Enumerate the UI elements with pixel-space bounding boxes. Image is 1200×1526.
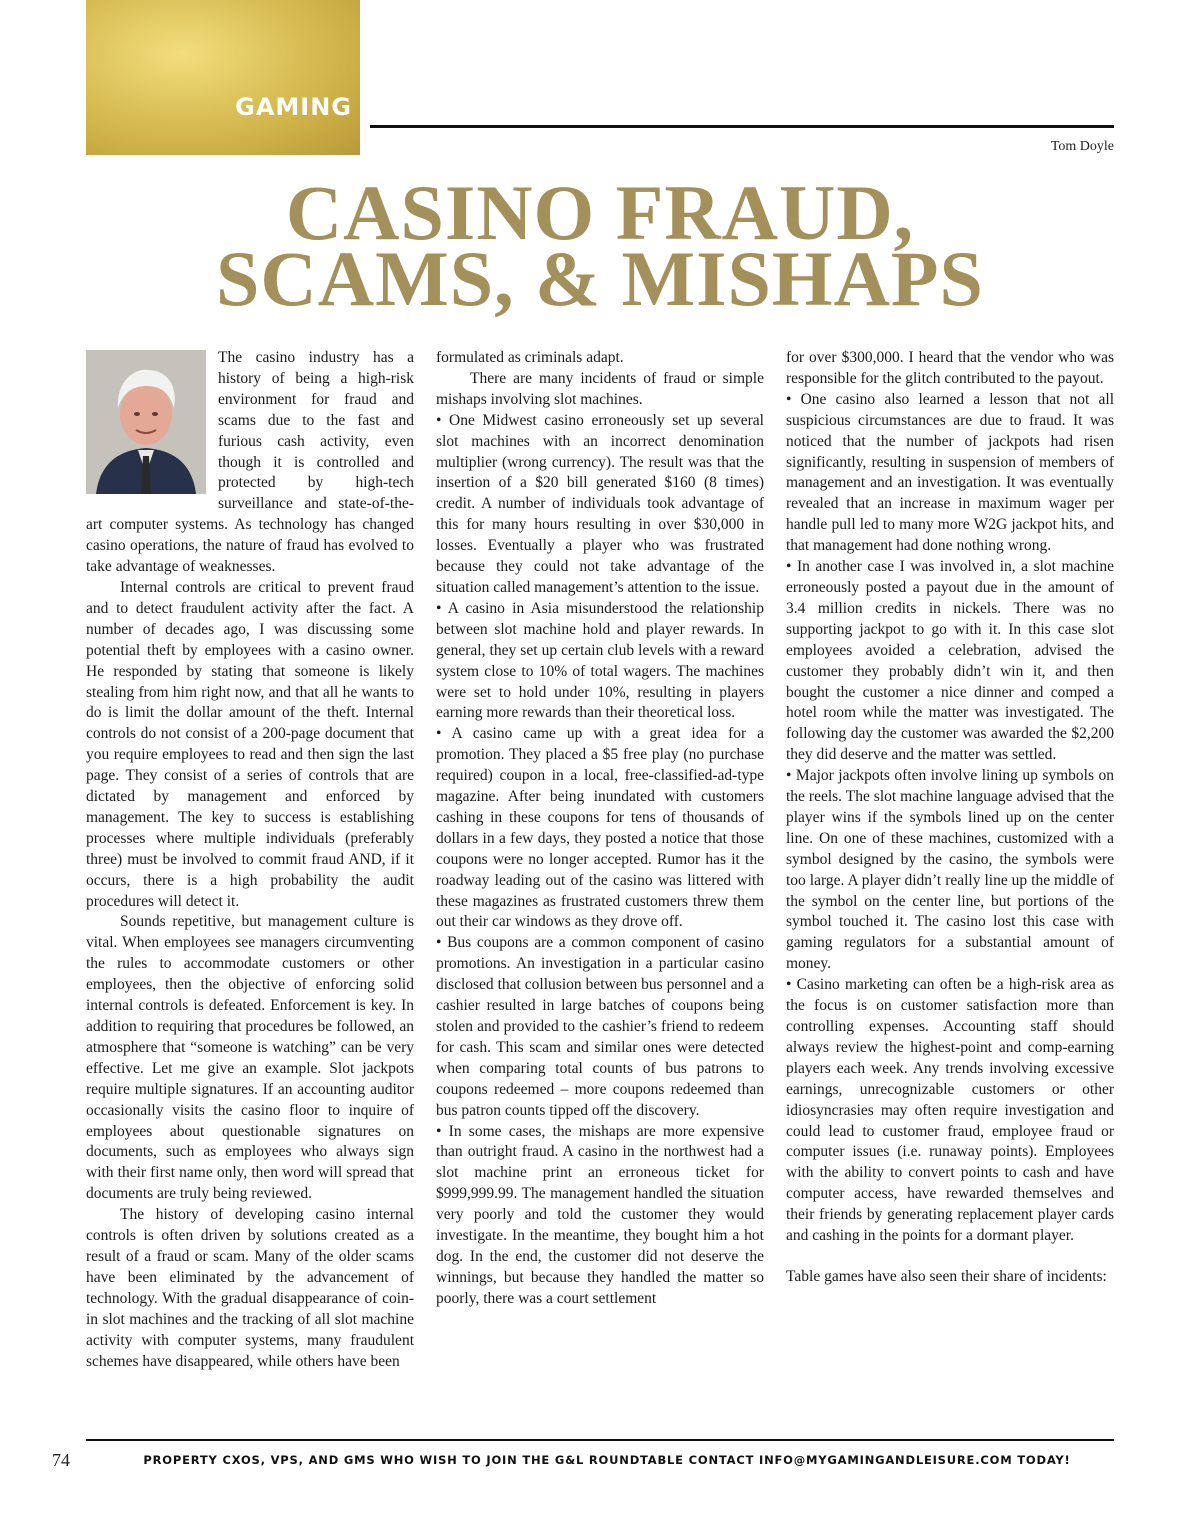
author-byline: Tom Doyle <box>1050 139 1114 154</box>
paragraph: The casino industry has a history of being a high-risk environment for fraud and scams due to the fast and furious cash activity, even though it is controlled and protected by high-tech surveillance and state-of-the-art computer systems. As technology has changed casino operations, the nature of fraud has evolved to take advantage of weaknesses. <box>86 349 414 576</box>
paragraph: formulated as criminals adapt. <box>436 349 624 366</box>
page-number: 74 <box>52 1450 70 1470</box>
section-label: GAMING <box>235 93 352 121</box>
header-rule <box>370 125 1114 128</box>
bullet-item: • In some cases, the mishaps are more expensive than outright fraud. A casino in the northwest had a slot machine print an erroneous ticket for $999,999.99. The management handled the situation very poorly and told the customer they would investigate. In the meantime, they bought him a hot dog. In the end, the customer did not deserve the winnings, but because they handled the matter so poorly, there was a court settlement <box>436 1122 764 1307</box>
bullet-item: • Major jackpots often involve lining up symbols on the reels. The slot machine language advised that the player wins if the symbols lined up on the center line. On one of these machines, customized with a symbol designed by the casino, the symbols were too large. A player didn’t really line up the middle of the symbol on the center line, but portions of the symbol touched it. The casino lost this case with gaming regulators for a substantial amount of money. <box>786 767 1114 973</box>
footer-rule <box>86 1439 1114 1441</box>
article-headline <box>0 169 1200 322</box>
article-column-3 <box>786 348 1114 1288</box>
bullet-item: • One Midwest casino erroneously set up several slot machines with an incorrect denomination multiplier (wrong currency). The result was that the insertion of a $20 bill generated $160 (8 times) credit. A number of individuals took advantage of this for many hours resulting in over $30,000 in losses. Eventually a player who was frustrated because they could not take advantage of the situation called management’s attention to the issue. <box>436 411 764 596</box>
author-photo <box>86 350 206 494</box>
headline-line-2: SCAMS, & MISHAPS <box>216 235 984 322</box>
section-color-block <box>86 0 360 155</box>
paragraph: The history of developing casino internal controls is often driven by solutions created as a result of a fraud or scam. Many of the older scams have been eliminated by the advancement of technology. With the gradual disappearance of coin-in slot machines and the tracking of all slot machine activity with computer systems, many fraudulent schemes have disappeared, while others have been <box>86 1206 414 1370</box>
headline-line-1: CASINO FRAUD, <box>285 169 915 256</box>
bullet-item: • Casino marketing can often be a high-risk area as the focus is on customer satisfaction more than controlling expenses. Accounting staff should always review the highest-point and comp-earning players each week. Any trends involving excessive earnings, unrecognizable customers or other idiosyncrasies may often require investigation and could lead to customer fraud, employee fraud or computer issues (i.e. runaway points). Employees with the ability to convert points to cash and have computer access, have rewarded themselves and their friends by generating replacement player cards and cashing in the points for a dormant player. <box>786 976 1114 1245</box>
bullet-item: • A casino in Asia misunderstood the relationship between slot machine hold and player rewards. In general, they set up certain club levels with a reward system close to 10% of total wagers. The machines were set to hold under 10%, resulting in players earning more rewards than their theoretical loss. <box>436 599 764 722</box>
bullet-item: • In another case I was involved in, a slot machine erroneously posted a payout due in the amount of 3.4 million credits in nickels. There was no supporting jackpot to go with it. In this case slot employees avoided a celebration, advised the customer they probably didn’t win it, and then bought the customer a nice dinner and comped a hotel room while the matter was investigated. The following day the customer was awarded the $2,200 they did deserve and the matter was settled. <box>786 558 1114 764</box>
footer-banner: PROPERTY CXOS, VPS, AND GMS WHO WISH TO JOIN THE G&L ROUNDTABLE CONTACT INFO@MYGAMINGANDLEISURE.COM TODAY! <box>143 1453 1071 1467</box>
author-portrait-image <box>86 350 206 494</box>
article-column-1 <box>86 348 414 1372</box>
bullet-item: • One casino also learned a lesson that not all suspicious circumstances are due to fraud. It was noticed that the number of jackpots had risen significantly, resulting in suspension of members of management and an investigation. It was eventually revealed that an increase in maximum wager per handle pull led to many more W2G jackpot hits, and that management had done nothing wrong. <box>786 390 1114 555</box>
article-column-2 <box>436 348 764 1310</box>
paragraph: for over $300,000. I heard that the vendor who was responsible for the glitch contributed to the payout. <box>786 349 1114 387</box>
paragraph: Internal controls are critical to prevent fraud and to detect fraudulent activity after the fact. A number of decades ago, I was discussing some potential theft by employees with a casino owner. He responded by stating that someone is likely stealing from him right now, and that all he wants to do is limit the dollar amount of the theft. Internal controls do not consist of a 200-page document that you require employees to read and then sign the last page. They consist of a series of controls that are dictated by management and enforced by management. The key to success is establishing processes where multiple individuals (preferably three) must be involved to commit fraud AND, if it occurs, there is a high probability the audit procedures will detect it. <box>86 578 414 910</box>
paragraph: There are many incidents of fraud or simple mishaps involving slot machines. <box>436 369 764 408</box>
bullet-item: • A casino came up with a great idea for a promotion. They placed a $5 free play (no purchase required) coupon in a local, free-classified-ad-type magazine. After being inundated with customers cashing in these coupons for tens of thousands of dollars in a few days, they posted a notice that those coupons were no longer accepted. Rumor has it the roadway leading out of the casino was littered with these magazines as frustrated customers threw them out their car windows as they drove off. <box>436 725 764 931</box>
paragraph: Sounds repetitive, but management culture is vital. When employees see managers circumventing the rules to accommodate customers or other employees, then the objective of enforcing solid internal controls is defeated. Enforcement is key. In addition to requiring that procedures be followed, an atmosphere that “someone is watching” can be very effective. Let me give an example. Slot jackpots require multiple signatures. If an accounting auditor occasionally visits the casino floor to inquire of employees about questionable signatures on documents, such as employees who always sign with their first name only, then word will spread that documents are truly being reviewed. <box>86 913 414 1203</box>
paragraph: Table games have also seen their share of incidents: <box>786 1267 1107 1285</box>
bullet-item: • Bus coupons are a common component of casino promotions. An investigation in a particular casino disclosed that collusion between bus personnel and a cashier resulted in large batches of coupons being stolen and provided to the cashier’s friend to redeem for cash. This scam and similar ones were detected when comparing total counts of bus patrons to coupons redeemed – more coupons redeemed than bus patron counts tipped off the discovery. <box>436 934 764 1119</box>
